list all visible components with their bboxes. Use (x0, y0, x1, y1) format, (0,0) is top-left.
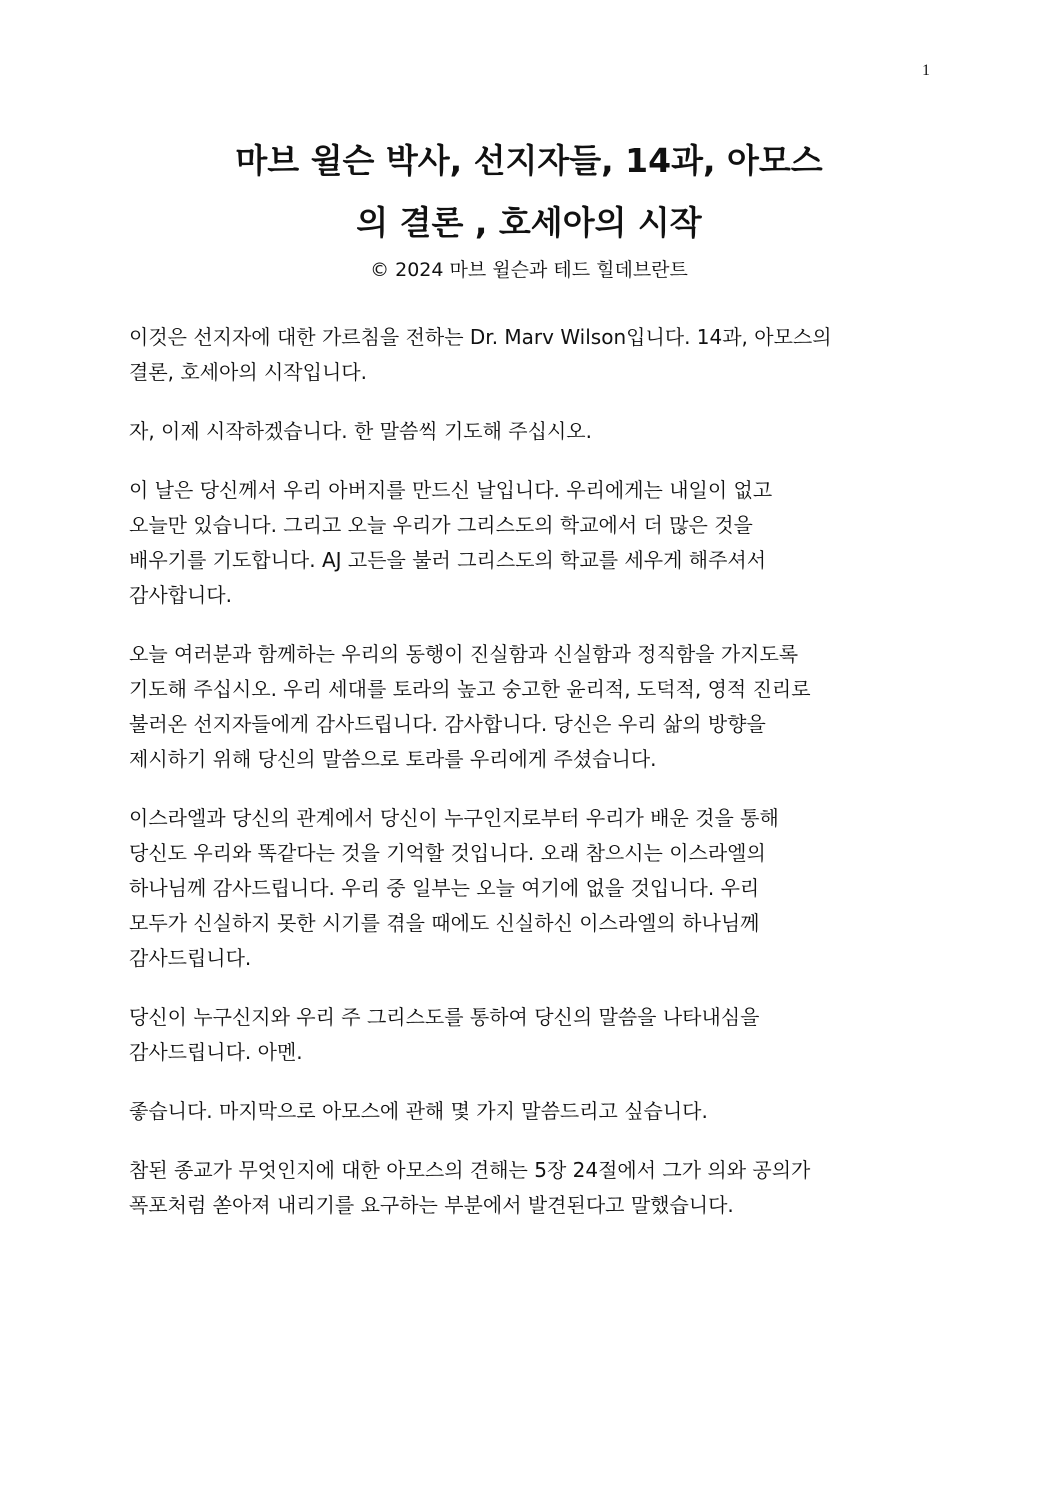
paragraph-line: 감사합니다. (129, 583, 232, 607)
paragraph-line: 감사드립니다. 아멘. (129, 1040, 303, 1064)
paragraph (129, 473, 929, 613)
paragraph-line: 기도해 주십시오. 우리 세대를 토라의 높고 숭고한 윤리적, 도덕적, 영적 진리로 (129, 677, 811, 701)
title-line-1: 마브 윌슨 박사, 선지자들, 14과, 아모스 (235, 141, 823, 180)
paragraph-line: 이스라엘과 당신의 관계에서 당신이 누구인지로부터 우리가 배운 것을 통해 (129, 806, 779, 830)
paragraph-line: 당신도 우리와 똑같다는 것을 기억할 것입니다. 오래 참으시는 이스라엘의 (129, 841, 766, 865)
paragraph-line: 폭포처럼 쏟아져 내리기를 요구하는 부분에서 발견된다고 말했습니다. (129, 1193, 734, 1217)
paragraph-line: 오늘만 있습니다. 그리고 오늘 우리가 그리스도의 학교에서 더 많은 것을 (129, 513, 753, 537)
paragraph-line: 하나님께 감사드립니다. 우리 중 일부는 오늘 여기에 없을 것입니다. 우리 (129, 876, 760, 900)
page-number: 1 (922, 62, 930, 79)
paragraph (129, 414, 929, 449)
paragraph-line: 참된 종교가 무엇인지에 대한 아모스의 견해는 5장 24절에서 그가 의와 공의가 (129, 1158, 811, 1182)
paragraph (129, 801, 929, 976)
paragraph-line: 감사드립니다. (129, 946, 252, 970)
document-body (129, 320, 929, 1247)
paragraph-line: 당신이 누구신지와 우리 주 그리스도를 통하여 당신의 말씀을 나타내심을 (129, 1005, 760, 1029)
paragraph (129, 1094, 929, 1129)
paragraph (129, 1000, 929, 1070)
paragraph-line: 이것은 선지자에 대한 가르침을 전하는 Dr. Marv Wilson입니다. 14과, 아모스의 (129, 325, 832, 349)
paragraph-line: 불러온 선지자들에게 감사드립니다. 감사합니다. 당신은 우리 삶의 방향을 (129, 712, 766, 736)
paragraph-line: 자, 이제 시작하겠습니다. 한 말씀씩 기도해 주십시오. (129, 419, 592, 443)
paragraph-line: 결론, 호세아의 시작입니다. (129, 360, 367, 384)
paragraph-line: 모두가 신실하지 못한 시기를 겪을 때에도 신실하신 이스라엘의 하나님께 (129, 911, 760, 935)
paragraph-line: 배우기를 기도합니다. AJ 고든을 불러 그리스도의 학교를 세우게 해주셔서 (129, 548, 767, 572)
title-line-2: 의 결론 , 호세아의 시작 (356, 203, 702, 242)
paragraph-line: 제시하기 위해 당신의 말씀으로 토라를 우리에게 주셨습니다. (129, 747, 657, 771)
copyright-notice: © 2024 마브 윌슨과 테드 힐데브란트 (370, 259, 688, 281)
document-title (129, 130, 929, 254)
paragraph-line: 좋습니다. 마지막으로 아모스에 관해 몇 가지 말씀드리고 싶습니다. (129, 1099, 708, 1123)
paragraph-line: 이 날은 당신께서 우리 아버지를 만드신 날입니다. 우리에게는 내일이 없고 (129, 478, 773, 502)
paragraph (129, 1153, 929, 1223)
paragraph (129, 320, 929, 390)
paragraph (129, 637, 929, 777)
paragraph-line: 오늘 여러분과 함께하는 우리의 동행이 진실함과 신실함과 정직함을 가지도록 (129, 642, 799, 666)
